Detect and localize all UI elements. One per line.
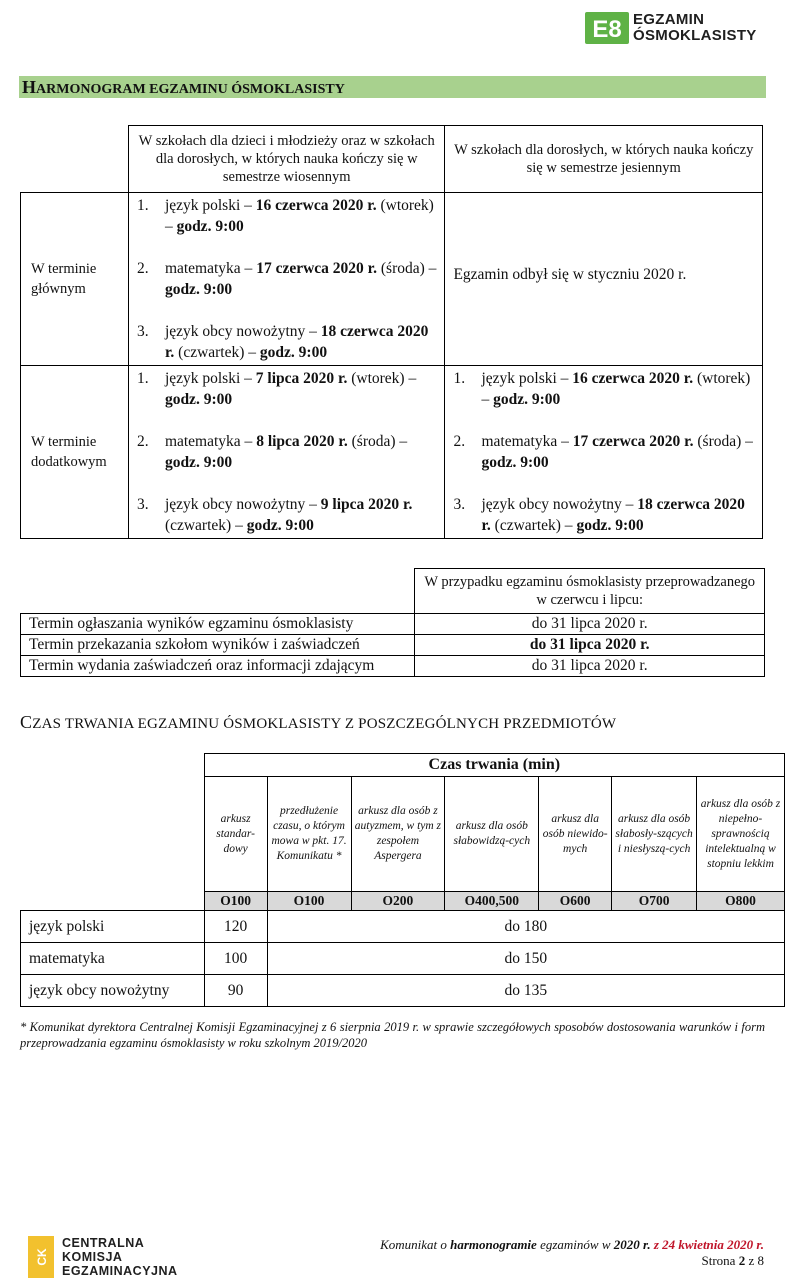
- subheader-hearing: arkusz dla osób słabosły-szących i niesłyszą-cych: [612, 777, 697, 892]
- item-text: matematyka – 17 czerwca 2020 r. (środa) – godz. 9:00: [164, 260, 437, 298]
- results-value-3: do 31 lipca 2020 r.: [415, 656, 765, 677]
- logo-line-2: ÓSMOKLASISTY: [633, 27, 757, 44]
- egzamin-osmoklasisty-logo: [585, 12, 775, 48]
- subject-name: język polski: [21, 911, 205, 943]
- code-cell: O100: [204, 892, 267, 911]
- code-cell: O400,500: [445, 892, 539, 911]
- list-item: [453, 494, 758, 536]
- results-value-2: do 31 lipca 2020 r.: [415, 635, 765, 656]
- empty-cell: [21, 777, 205, 892]
- section-title-czas-trwania: CZAS TRWANIA EGZAMINU ÓSMOKLASISTY Z POSZCZEGÓLNYCH PRZEDMIOTÓW: [20, 712, 617, 732]
- subject-name: matematyka: [21, 943, 205, 975]
- extra-autumn-cell: [445, 366, 763, 539]
- subheader-low-vision: arkusz dla osób słabowidzą-cych: [445, 777, 539, 892]
- cke-line-3: EGZAMINACYJNA: [62, 1264, 178, 1278]
- item-text: matematyka – 8 lipca 2020 r. (środa) – godz. 9:00: [164, 433, 408, 471]
- standard-time: 120: [204, 911, 267, 943]
- table-row: [21, 975, 785, 1007]
- item-text: matematyka – 17 czerwca 2020 r. (środa) – godz. 9:00: [481, 433, 753, 471]
- list-item: [137, 431, 441, 473]
- main-spring-cell: [128, 193, 445, 366]
- results-value-1: do 31 lipca 2020 r.: [415, 614, 765, 635]
- extra-autumn-list: [445, 366, 762, 538]
- cke-mark-text: CK: [35, 1248, 49, 1266]
- section-title-harmonogram: HARMONOGRAM EGZAMINU ÓSMOKLASISTY: [19, 76, 766, 98]
- logo-mark-text: E8: [592, 16, 622, 43]
- duration-table: [20, 753, 785, 1007]
- cke-logo: [28, 1236, 198, 1278]
- cke-line-1: CENTRALNA: [62, 1236, 145, 1250]
- list-item: [137, 368, 441, 410]
- results-label-3: Termin wydania zaświadczeń oraz informacji zdającym: [21, 656, 415, 677]
- list-item: [137, 258, 441, 300]
- code-cell: O600: [539, 892, 612, 911]
- item-text: język obcy nowożytny – 9 lipca 2020 r. (czwartek) – godz. 9:00: [164, 496, 413, 534]
- code-cell: O800: [697, 892, 785, 911]
- list-item: [137, 321, 441, 363]
- table-row: [21, 911, 785, 943]
- list-item: [453, 368, 758, 410]
- list-item: [453, 431, 758, 473]
- empty-corner-cell: [21, 126, 129, 193]
- code-cell: O200: [351, 892, 445, 911]
- cke-logo-icon: [28, 1236, 54, 1278]
- footer-info: [380, 1237, 764, 1269]
- item-text: język obcy nowożytny – 18 czerwca 2020 r. (czwartek) – godz. 9:00: [164, 323, 429, 361]
- cke-line-2: KOMISJA: [62, 1250, 123, 1264]
- table-row: [21, 943, 785, 975]
- subheader-extended: przedłużenie czasu, o którym mowa w pkt. 17. Komunikatu *: [267, 777, 351, 892]
- footnote: * Komunikat dyrektora Centralnej Komisji Egzaminacyjnej z 6 sierpnia 2019 r. w sprawie szczegółowych sposobów dostosowania warunków i form przeprowadzania egzaminu ósmoklasisty w roku szkolnym 2019/2020: [20, 1020, 765, 1050]
- item-text: język polski – 16 czerwca 2020 r. (wtorek) – godz. 9:00: [481, 370, 751, 408]
- main-autumn-cell: Egzamin odbył się w styczniu 2020 r.: [445, 193, 763, 366]
- main-spring-list: [129, 193, 445, 365]
- col-header-autumn: W szkołach dla dorosłych, w których nauka kończy się w semestrze jesiennym: [445, 126, 763, 193]
- item-number: 3.: [136, 496, 149, 513]
- logo-line-1: EGZAMIN: [633, 11, 705, 28]
- list-item: [137, 195, 441, 237]
- subheader-intellectual: arkusz dla osób z niepełno-sprawnością intelektualną w stopniu lekkim: [697, 777, 785, 892]
- item-number: 1.: [136, 370, 149, 387]
- extra-spring-list: [129, 366, 445, 538]
- results-label-1: Termin ogłaszania wyników egzaminu ósmoklasisty: [21, 614, 415, 635]
- extended-time: do 150: [267, 943, 784, 975]
- item-number: 1.: [453, 370, 466, 387]
- subject-name: język obcy nowożytny: [21, 975, 205, 1007]
- empty-cell: [21, 754, 205, 777]
- code-cell: O100: [267, 892, 351, 911]
- col-header-spring: W szkołach dla dzieci i młodzieży oraz w szkołach dla dorosłych, w których nauka kończy się w semestrze wiosennym: [128, 126, 445, 193]
- row-label-main: W terminie głównym: [21, 193, 129, 366]
- empty-cell: [21, 569, 415, 614]
- document-reference: Komunikat o harmonogramie egzaminów w 2020 r. z 24 kwietnia 2020 r.: [380, 1237, 764, 1252]
- item-number: 1.: [136, 197, 149, 214]
- item-number: 2.: [453, 433, 466, 450]
- subheader-autism: arkusz dla osób z autyzmem, w tym z zespołem Aspergera: [351, 777, 445, 892]
- item-number: 2.: [136, 260, 149, 277]
- czas-trwania-header: Czas trwania (min): [204, 754, 784, 777]
- list-item: [137, 494, 441, 536]
- standard-time: 90: [204, 975, 267, 1007]
- item-number: 3.: [136, 323, 149, 340]
- results-label-2: Termin przekazania szkołom wyników i zaświadczeń: [21, 635, 415, 656]
- subheader-blind: arkusz dla osób niewido-mych: [539, 777, 612, 892]
- empty-cell: [21, 892, 205, 911]
- schedule-table: [20, 125, 763, 539]
- page-number: Strona 2 z 8: [701, 1253, 764, 1268]
- extended-time: do 180: [267, 911, 784, 943]
- row-label-extra: W terminie dodatkowym: [21, 366, 129, 539]
- subheader-standard: arkusz standar-dowy: [204, 777, 267, 892]
- item-number: 2.: [136, 433, 149, 450]
- extended-time: do 135: [267, 975, 784, 1007]
- results-table: [20, 568, 765, 677]
- code-cell: O700: [612, 892, 697, 911]
- standard-time: 100: [204, 943, 267, 975]
- e8-logo-icon: [585, 12, 629, 44]
- item-text: język obcy nowożytny – 18 czerwca 2020 r. (czwartek) – godz. 9:00: [481, 496, 745, 534]
- item-text: język polski – 7 lipca 2020 r. (wtorek) – godz. 9:00: [164, 370, 417, 408]
- extra-spring-cell: [128, 366, 445, 539]
- item-text: język polski – 16 czerwca 2020 r. (wtorek) – godz. 9:00: [164, 197, 434, 235]
- results-header: W przypadku egzaminu ósmoklasisty przeprowadzanego w czerwcu i lipcu:: [415, 569, 765, 614]
- item-number: 3.: [453, 496, 466, 513]
